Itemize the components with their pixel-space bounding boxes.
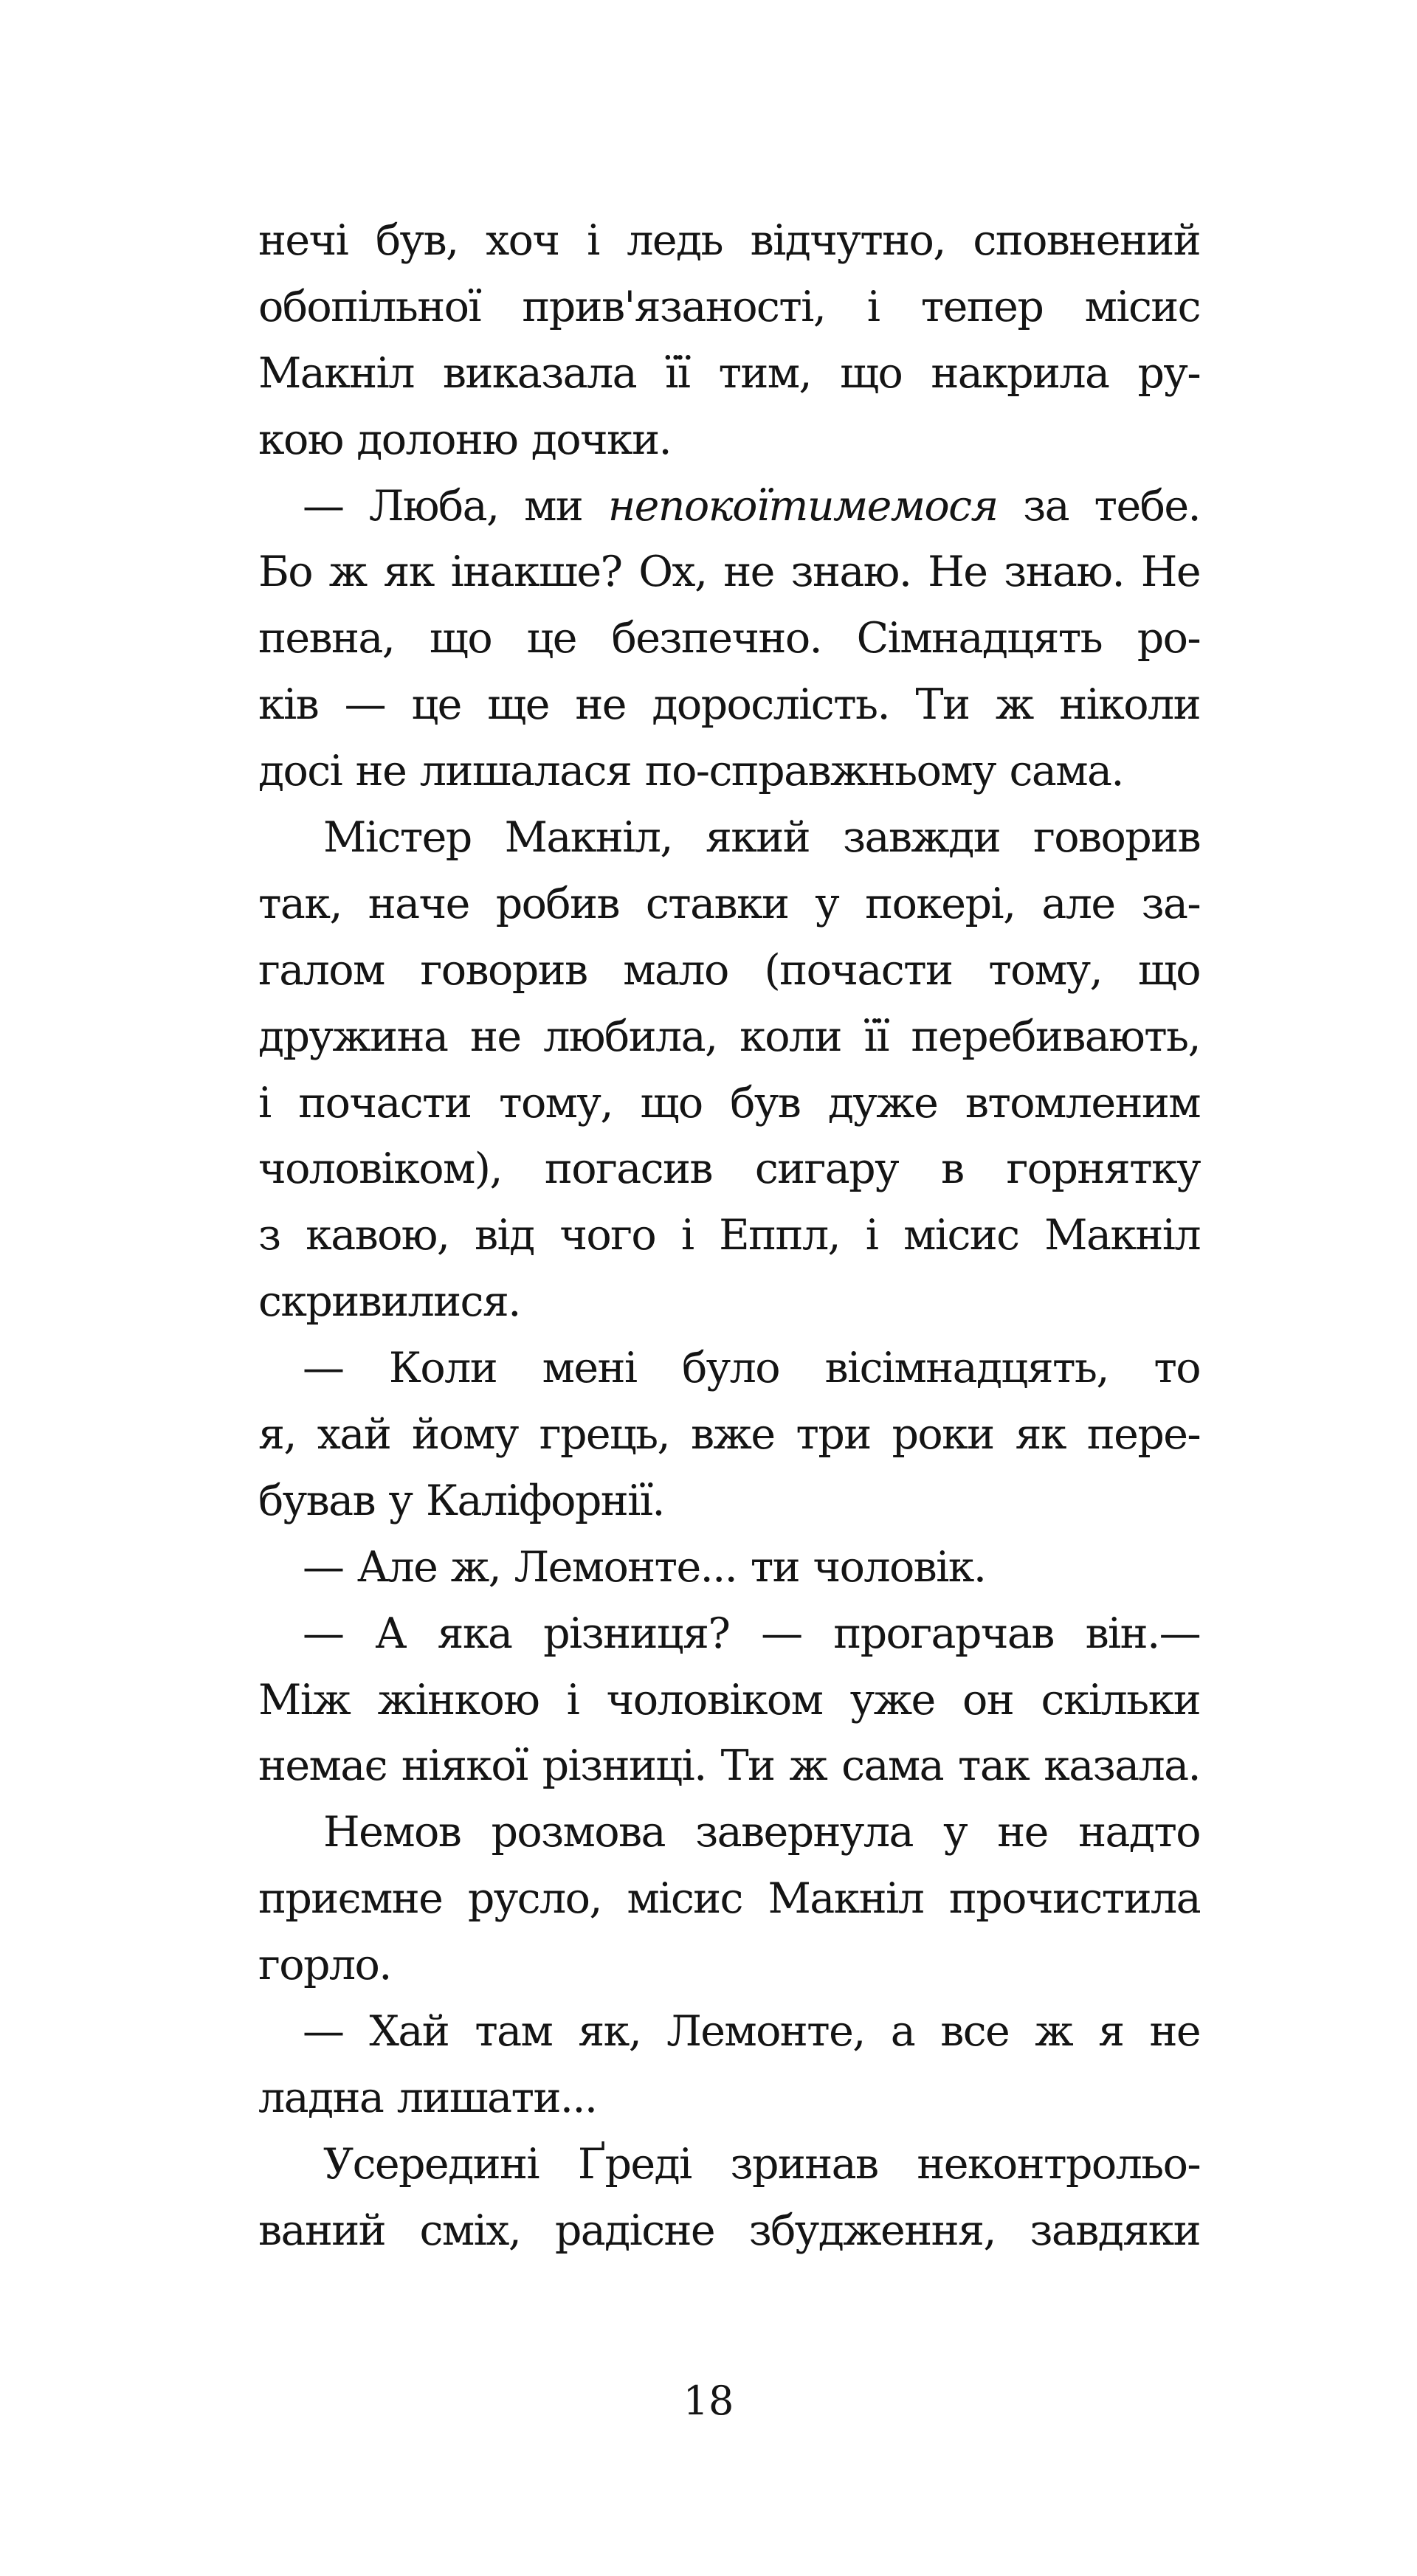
text-line: галом говорив мало (почасти тому, що — [258, 945, 1200, 995]
paragraph-start-line: Усередині Ґреді зринав неконтрольо- — [323, 2139, 1200, 2189]
paragraph-start-line: Немов розмова завернула у не надто — [323, 1808, 1200, 1857]
dialogue-line: — А яка різниця? — прогарчав він.— — [303, 1609, 1200, 1658]
text-line: з кавою, від чого і Еппл, і місис Макніл — [258, 1211, 1200, 1260]
text-line: обопільної прив'язаності, і тепер місис — [258, 282, 1200, 331]
dialogue-line — [258, 474, 1200, 540]
text-line: ків — це ще не дорослість. Ти ж ніколи — [258, 680, 1200, 730]
text-line: чоловіком), погасив сигару в горнятку — [258, 1144, 1200, 1194]
text-line: ладна лишати... — [258, 2073, 597, 2122]
dialogue-text: — Люба, ми — [303, 481, 608, 531]
dialogue-text: за тебе. — [997, 481, 1200, 531]
text-line: Між жінкою і чоловіком уже он скільки — [258, 1675, 1200, 1724]
text-line: і почасти тому, що був дуже втомленим — [258, 1078, 1200, 1128]
text-line: Бо ж як інакше? Ох, не знаю. Не знаю. Не — [258, 548, 1200, 597]
text-line: я, хай йому грець, вже три роки як пере- — [258, 1410, 1200, 1460]
dialogue-line: — Коли мені було вісімнадцять, то — [303, 1344, 1200, 1393]
dialogue-line: — Але ж, Лемонте... ти чоловік. — [303, 1542, 986, 1592]
text-line: ваний сміх, радісне збудження, завдяки — [258, 2206, 1200, 2255]
text-line: нечі був, хоч і ледь відчутно, сповнений — [258, 216, 1200, 265]
dialogue-line: — Хай там як, Лемонте, а все ж я не — [303, 2007, 1200, 2057]
emphasized-word: непокоїтимемося — [607, 481, 998, 531]
page-number: 18 — [683, 2378, 734, 2424]
text-line: досі не лишалася по-справжньому сама. — [258, 747, 1123, 796]
text-line: кою долоню дочки. — [258, 415, 671, 464]
text-line: дружина не любила, коли її перебивають, — [258, 1012, 1200, 1061]
text-line: так, наче робив ставки у покері, але за- — [258, 879, 1200, 928]
text-line: горло. — [258, 1941, 391, 1990]
page-body-text — [258, 208, 1200, 2265]
text-line: певна, що це безпечно. Сімнадцять ро- — [258, 614, 1200, 663]
text-line: немає ніякої різниці. Ти ж сама так казала. — [258, 1741, 1200, 1791]
text-line: бував у Каліфорнії. — [258, 1476, 664, 1525]
text-line: Макніл виказала її тим, що накрила ру- — [258, 348, 1200, 398]
text-line: приємне русло, місис Макніл прочистила — [258, 1874, 1200, 1924]
text-line: скривилися. — [258, 1277, 520, 1327]
paragraph-start-line: Містер Макніл, який завжди говорив — [323, 813, 1200, 863]
